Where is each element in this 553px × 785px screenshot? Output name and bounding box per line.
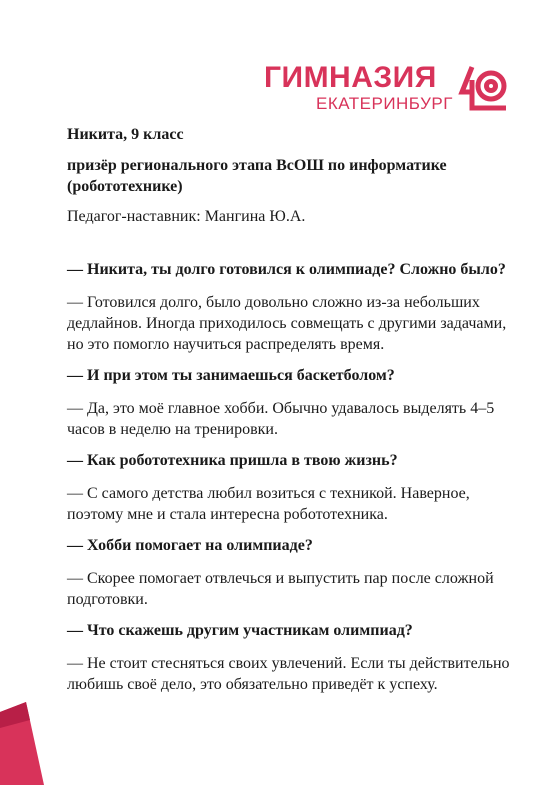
qa-block xyxy=(67,259,517,355)
interview-answer: — Да, это моё главное хобби. Обычно удавалось выделять 4–5 часов в неделю на тренировки. xyxy=(67,400,495,438)
gymnasium-40-logo-mark-icon xyxy=(458,64,510,112)
interview-answer: — Готовился долго, было довольно сложно из-за небольших дедлайнов. Иногда приходилось совмещать с другими задачами, но это помогло научиться распределять время. xyxy=(67,294,507,353)
interview-answer: — С самого детства любил возиться с техникой. Наверное, поэтому мне и стала интересна робототехника. xyxy=(67,485,470,523)
student-name: Никита, 9 класс xyxy=(67,126,184,143)
decorative-corner-shape xyxy=(0,702,44,785)
qa-block xyxy=(67,450,517,525)
interview-answer: — Не стоит стесняться своих увлечений. Если ты действительно любишь своё дело, это обязательно приведёт к успеху. xyxy=(67,655,510,693)
logo-subtitle: ЕКАТЕРИНБУРГ xyxy=(316,94,453,113)
interview-answer: — Скорее помогает отвлечься и выпустить пар после сложной подготовки. xyxy=(67,570,494,608)
interview-question: — Никита, ты долго готовился к олимпиаде? Сложно было? xyxy=(67,261,506,278)
interview-question: — Хобби помогает на олимпиаде? xyxy=(67,537,313,554)
interview-question: — Что скажешь другим участникам олимпиад? xyxy=(67,622,413,639)
qa-block xyxy=(67,535,517,610)
interview-question: — Как робототехника пришла в твою жизнь? xyxy=(67,452,398,469)
logo-title: ГИМНАЗИЯ xyxy=(264,61,437,94)
qa-block xyxy=(67,365,517,440)
gymnasium-logo xyxy=(260,62,518,118)
qa-block xyxy=(67,620,517,695)
mentor-line: Педагог-наставник: Мангина Ю.А. xyxy=(67,208,306,225)
interview-question: — И при этом ты занимаешься баскетболом? xyxy=(67,367,395,384)
article-content xyxy=(67,125,517,695)
student-award: призёр регионального этапа ВсОШ по информатике (робототехнике) xyxy=(67,157,447,195)
